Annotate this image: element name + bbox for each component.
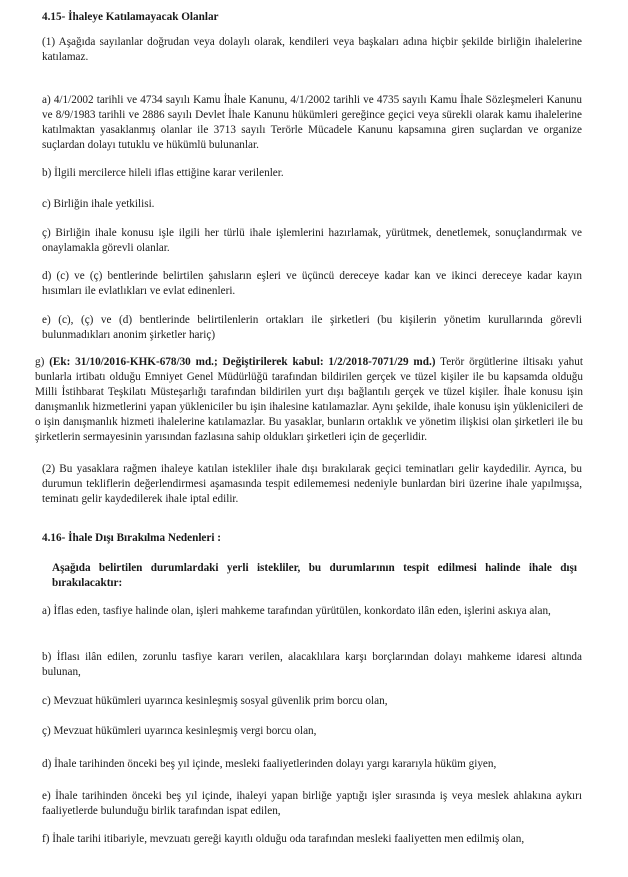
section-4-15-item-b: b) İlgili mercilerce hileli iflas ettiğine karar verilenler.	[42, 167, 284, 179]
item-g-text: Terör örgütlerine iltisakı yahut bunlarla irtibatı olduğu Emniyet Genel Müdürlüğü tarafından bildirilen gerçek ve tüzel kişiler ile bu kapsamda olduğu Milli İstihbarat Teşkilatı Müsteşarlığı tarafından bildirilen yurt dışı bağlantılı gerçek ve tüzel kişiler. İhale konusu işin danışmanlık hizmetlerini yapan yükleniciler bu işin ihalesine katılamazlar. Aynı şekilde, ihale konusu işin yüklenicileri de o işin danışmanlık hizmeti ihalelerine katılamazlar. Bu yasaklar, bunların ortaklık ve yönetim ilişkisi olan şirketleri ile bu şirketlerin sermayesinin yarısından fazlasına sahip oldukları şirketleri için de geçerlidir.	[35, 356, 583, 443]
section-4-15-paragraph-2: (2) Bu yasaklara rağmen ihaleye katılan istekliler ihale dışı bırakılarak geçici teminatları gelir kaydedilir. Ayrıca, bu durumun tekliflerin değerlendirmesi aşamasında tespit edilememesi nedeniyle bunlardan biri üzerine ihale yapılmışsa, teminatı gelir kaydedilerek ihale iptal edilir.	[42, 463, 582, 505]
section-4-16-item-c: c) Mevzuat hükümleri uyarınca kesinleşmiş sosyal güvenlik prim borcu olan,	[42, 695, 388, 707]
section-4-16-intro: Aşağıda belirtilen durumlardaki yerli istekliler, bu durumlarının tespit edilmesi halinde ihale dışı bırakılacaktır:	[52, 562, 577, 589]
section-4-16-item-b: b) İflası ilân edilen, zorunlu tasfiye kararı verilen, alacaklılara karşı borçlarından dolayı mahkeme idaresi altında bulunan,	[42, 651, 582, 678]
item-g-amendment-note: (Ek: 31/10/2016-KHK-678/30 md.; Değiştirilerek kabul: 1/2/2018-7071/29 md.)	[49, 356, 436, 368]
section-4-15-item-d: d) (c) ve (ç) bentlerinde belirtilen şahısların eşleri ve üçüncü dereceye kadar kan ve ikinci dereceye kadar kayın hısımları ile evlatlıkları ve evlat edinenleri.	[42, 270, 582, 297]
section-4-16-item-d: d) İhale tarihinden önceki beş yıl içinde, mesleki faaliyetlerinden dolayı yargı kararıyla hüküm giyen,	[42, 758, 497, 770]
section-heading-4-15: 4.15- İhaleye Katılamayacak Olanlar	[42, 11, 219, 23]
section-4-16-item-e: e) İhale tarihinden önceki beş yıl içinde, ihaleyi yapan birliğe yaptığı işler sırasında iş veya meslek ahlakına aykırı faaliyetlerde bulunduğu birlik tarafından ispat edilen,	[42, 790, 582, 817]
section-4-15-item-a: a) 4/1/2002 tarihli ve 4734 sayılı Kamu İhale Kanunu, 4/1/2002 tarihli ve 4735 sayılı Kamu İhale Sözleşmeleri Kanunu ve 8/9/1983 tarihli ve 2886 sayılı Devlet İhale Kanunu hükümleri gereğince geçici veya sürekli olarak kamu ihalelerine katılmaktan yasaklanmış olanlar ile 3713 sayılı Terörle Mücadele Kanunu kapsamına giren suçlardan ve organize suçlardan dolayı tutuklu ve hükümlü bulunanlar.	[42, 94, 582, 151]
section-4-15-item-g	[35, 355, 583, 445]
section-heading-4-16: 4.16- İhale Dışı Bırakılma Nedenleri :	[42, 532, 221, 544]
section-4-16-item-a: a) İflas eden, tasfiye halinde olan, işleri mahkeme tarafından yürütülen, konkordato ilân eden, işlerini askıya alan,	[42, 605, 551, 617]
section-4-15-item-cc: ç) Birliğin ihale konusu işle ilgili her türlü ihale işlemlerini hazırlamak, yürütmek, denetlemek, sonuçlandırmak ve onaylamakla görevli olanlar.	[42, 227, 582, 254]
section-4-16-item-f: f) İhale tarihi itibariyle, mevzuatı gereği kayıtlı olduğu oda tarafından mesleki faaliyetten men edilmiş olan,	[42, 833, 525, 845]
section-4-15-item-c: c) Birliğin ihale yetkilisi.	[42, 198, 155, 210]
section-4-15-intro: (1) Aşağıda sayılanlar doğrudan veya dolaylı olarak, kendileri veya başkaları adına hiçbir şekilde birliğin ihalelerine katılamaz.	[42, 36, 582, 63]
section-4-15-item-e: e) (c), (ç) ve (d) bentlerinde belirtilenlerin ortakları ile şirketleri (bu kişilerin yönetim kurullarında görevli bulunmadıkları anonim şirketler hariç)	[42, 314, 582, 341]
item-g-prefix: g)	[35, 356, 45, 368]
section-4-16-item-cc: ç) Mevzuat hükümleri uyarınca kesinleşmiş vergi borcu olan,	[42, 725, 317, 737]
